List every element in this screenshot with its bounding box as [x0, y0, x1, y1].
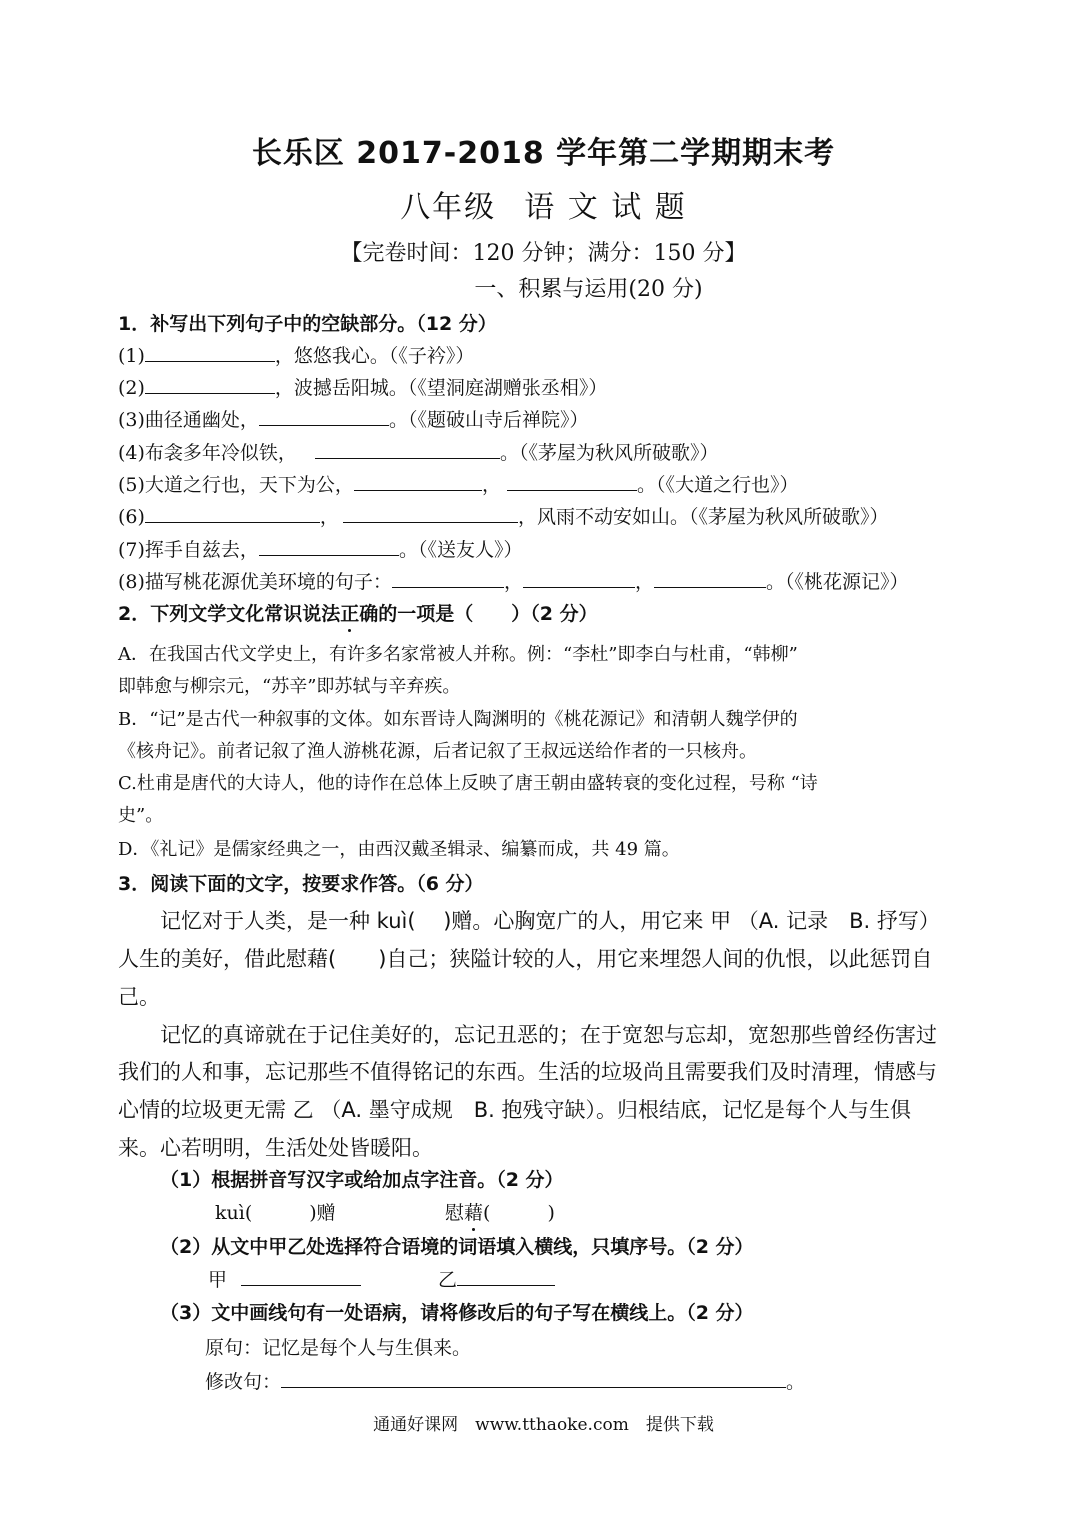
emphasis-dot-char: 正 — [340, 599, 359, 626]
item-text: ，波撼岳阳城。（《望洞庭湖赠张丞相》） — [274, 377, 608, 399]
revised-sentence-row — [205, 1367, 805, 1394]
item-text: 布衾多年冷似铁， — [144, 442, 297, 464]
passage-line: 我们的人和事，忘记那些不值得铭记的东西。生活的垃圾尚且需要我们及时清理，情感与 — [118, 1060, 937, 1084]
exam-time-info: 【完卷时间：120 分钟；满分：150 分】 — [340, 241, 747, 266]
answer-blank[interactable] — [343, 506, 518, 523]
section-heading: 一、积累与运用(20 分) — [474, 277, 703, 302]
jia-label: 甲 — [208, 1269, 228, 1291]
passage-line: 己。 — [118, 985, 160, 1009]
item-number: (2) — [118, 377, 145, 399]
passage-line: 心情的垃圾更无需 乙 （A. 墨守成规 B. 抱残守缺）。归根结底，记忆是每个人与生俱 — [118, 1098, 911, 1122]
q1-item-2 — [118, 373, 607, 400]
original-sentence: 原句：记忆是每个人与生俱来。 — [205, 1337, 472, 1359]
sub1-answer-jie[interactable] — [445, 1198, 555, 1225]
heading-text: 2．下列文学文化常识说法 — [118, 603, 341, 625]
sub-question-2: （2）从文中甲乙处选择符合语境的词语填入横线，只填序号。（2 分） — [160, 1236, 754, 1258]
answer-blank[interactable] — [523, 571, 635, 588]
item-text: ， — [634, 571, 654, 593]
subject-label: 语 文 试 题 — [524, 190, 687, 225]
item-number: (8) — [118, 571, 145, 593]
answer-blank[interactable] — [145, 506, 320, 523]
q2-option-c-line2: 史”。 — [118, 805, 164, 826]
page-subtitle — [0, 182, 1087, 226]
q2-option-d: D．《礼记》是儒家经典之一，由西汉戴圣辑录、编纂而成，共 49 篇。 — [118, 839, 680, 860]
item-number: (1) — [118, 345, 145, 367]
jia-blank[interactable] — [241, 1269, 361, 1286]
heading-text: 确的一项是（ ）（2 分） — [359, 603, 598, 625]
yi-blank[interactable] — [457, 1269, 555, 1286]
item-text: 。（《题破山寺后禅院》） — [388, 409, 589, 431]
item-text: 大道之行也，天下为公， — [144, 474, 354, 496]
q1-item-8 — [118, 567, 908, 594]
answer-blank[interactable] — [259, 409, 389, 426]
item-text: ， — [503, 571, 523, 593]
answer-blank[interactable] — [259, 539, 399, 556]
item-text: 。（《桃花源记》） — [765, 571, 909, 593]
item-number: (5) — [118, 474, 145, 496]
revised-blank[interactable] — [281, 1371, 786, 1388]
q2-option-b-line1: B．“记”是古代一种叙事的文体。如东晋诗人陶渊明的《桃花源记》和清朝人魏学伊的 — [118, 709, 798, 730]
answer-blank[interactable] — [354, 474, 482, 491]
sub-question-3: （3）文中画线句有一处语病，请将修改后的句子写在横线上。（2 分） — [160, 1302, 754, 1324]
item-text: 描写桃花源优美环境的句子： — [144, 571, 392, 593]
q2-option-a-line2: 即韩愈与柳宗元，“苏辛”即苏轼与辛弃疾。 — [118, 676, 461, 697]
grade-label: 八年级 — [400, 190, 497, 225]
answer-blank[interactable] — [315, 442, 500, 459]
q1-item-1 — [118, 341, 474, 368]
answer-blank[interactable] — [507, 474, 637, 491]
item-text: ，悠悠我心。（《子衿》） — [274, 345, 475, 367]
q1-item-5 — [118, 470, 798, 497]
page-footer: 通通好课网 www.tthaoke.com 提供下载 — [373, 1415, 714, 1435]
q1-item-4 — [118, 438, 718, 465]
item-text: ， — [481, 474, 501, 496]
item-number: (7) — [118, 539, 145, 561]
question-2-heading — [118, 599, 598, 626]
passage-line: 人生的美好，借此慰藉( )自己；狭隘计较的人，用它来埋怨人间的仇恨，以此惩罚自 — [118, 947, 933, 971]
q1-item-7 — [118, 535, 522, 562]
answer-parens: ( ) — [483, 1202, 555, 1224]
answer-blank[interactable] — [145, 377, 275, 394]
item-text: ，风雨不动安如山。（《茅屋为秋风所破歌》） — [517, 506, 889, 528]
item-text: 。（《茅屋为秋风所破歌》） — [499, 442, 719, 464]
sub-question-1: （1）根据拼音写汉字或给加点字注音。（2 分） — [160, 1169, 564, 1191]
page-title: 长乐区 2017-2018 学年第二学期期末考 — [251, 136, 836, 171]
question-1-heading: 1．补写出下列句子中的空缺部分。（12 分） — [118, 313, 497, 335]
question-3-heading: 3．阅读下面的文字，按要求作答。（6 分） — [118, 873, 484, 895]
item-number: (3) — [118, 409, 145, 431]
answer-blank[interactable] — [145, 345, 275, 362]
period: 。 — [786, 1371, 806, 1393]
answer-blank[interactable] — [392, 571, 504, 588]
yi-answer — [438, 1265, 555, 1292]
passage-line: 记忆对于人类，是一种 kuì( )赠。心胸宽广的人，用它来 甲 （A. 记录 B. 抒写） — [160, 909, 940, 933]
answer-blank[interactable] — [654, 571, 766, 588]
q2-option-b-line2: 《核舟记》。前者记叙了渔人游桃花源，后者记叙了王叔远送给作者的一只核舟。 — [118, 741, 757, 762]
q1-item-6 — [118, 502, 888, 529]
q2-option-a-line1: A．在我国古代文学史上，有许多名家常被人并称。例：“李杜”即李白与杜甫，“韩柳” — [118, 644, 798, 665]
q2-option-c-line1: C.杜甫是唐代的大诗人，他的诗作在总体上反映了唐王朝由盛转衰的变化过程，号称 “诗 — [118, 773, 818, 794]
yi-label: 乙 — [438, 1269, 458, 1291]
item-text: ， — [319, 506, 339, 528]
jia-answer — [208, 1265, 361, 1292]
item-text: 。（《大道之行也》） — [636, 474, 799, 496]
item-number: (6) — [118, 506, 145, 528]
char: 慰 — [445, 1202, 465, 1224]
q1-item-3 — [118, 405, 588, 432]
passage-line: 来。心若明明，生活处处皆暖阳。 — [118, 1136, 433, 1160]
sub1-answer-kui[interactable]: kuì( )赠 — [215, 1202, 336, 1224]
item-text: 挥手自兹去， — [144, 539, 259, 561]
revised-label: 修改句： — [205, 1371, 282, 1393]
passage-line: 记忆的真谛就在于记住美好的，忘记丑恶的；在于宽恕与忘却，宽恕那些曾经伤害过 — [160, 1023, 937, 1047]
item-text: 。（《送友人》） — [398, 539, 523, 561]
emphasis-dot-char: 藉 — [464, 1198, 483, 1225]
item-text: 曲径通幽处， — [144, 409, 259, 431]
item-number: (4) — [118, 442, 145, 464]
